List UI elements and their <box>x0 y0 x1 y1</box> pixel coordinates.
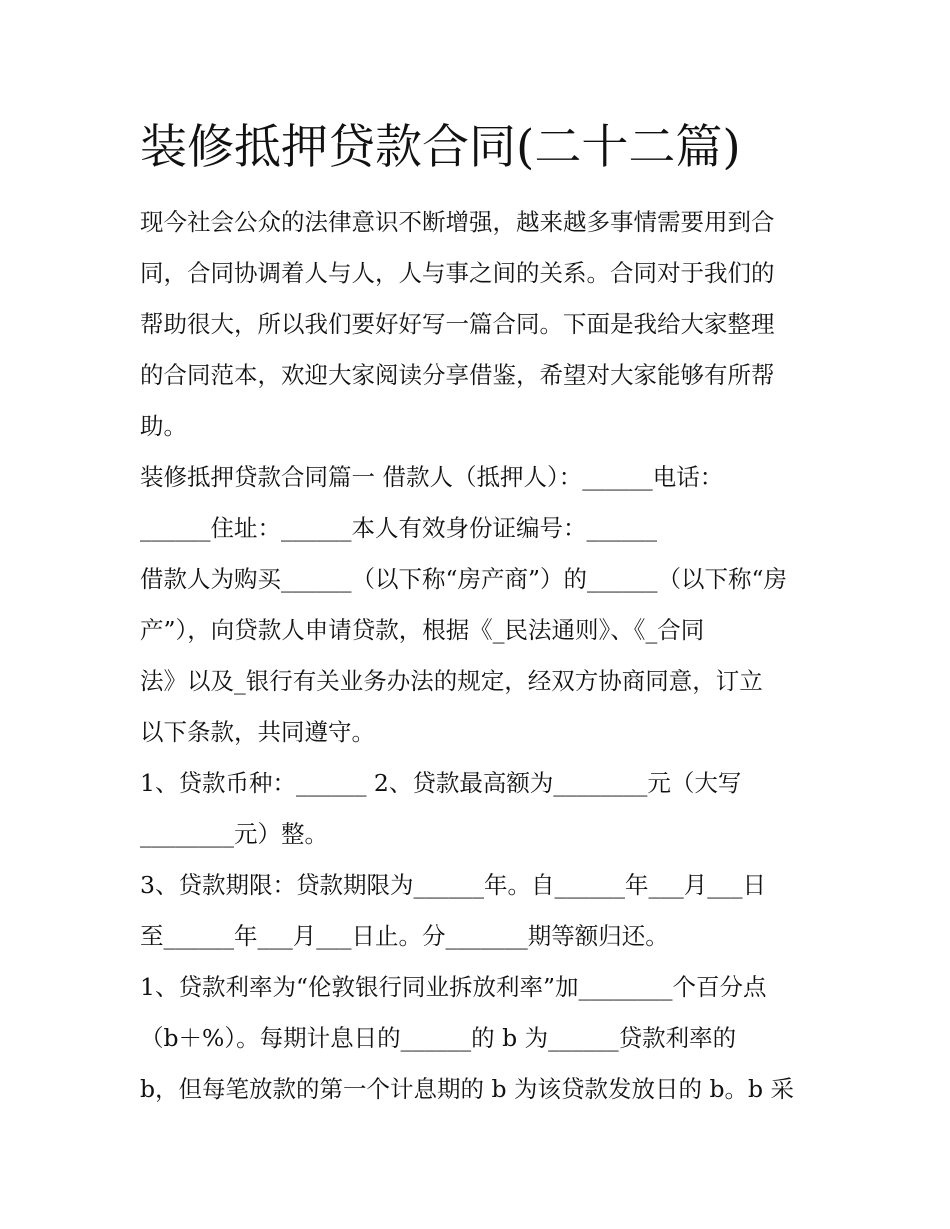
clause-amount-capital-line: ________元）整。 <box>140 820 328 848</box>
intro-line-1: 现今社会公众的法律意识不断增强，越来越多事情需要用到合 <box>140 208 775 236</box>
intro-line-5: 助。 <box>140 412 187 440</box>
intro-line-2: 同，合同协调着人与人，人与事之间的关系。合同对于我们的 <box>140 259 775 287</box>
intro-line-4: 的合同范本，欢迎大家阅读分享借鉴，希望对大家能够有所帮 <box>140 361 775 389</box>
document-title: 装修抵押贷款合同(二十二篇) <box>140 120 741 175</box>
contract-body-line-1: 借款人为购买______（以下称“房产商”）的______（以下称“房 <box>140 565 788 593</box>
clause-rate-line-1: 1、贷款利率为“伦敦银行同业拆放利率”加________个百分点 <box>140 973 767 1001</box>
clause-currency-amount-line: 1、贷款币种：______ 2、贷款最高额为________元（大写 <box>140 769 742 797</box>
clause-rate-line-3: b，但每笔放款的第一个计息期的 b 为该贷款发放日的 b。b 采 <box>140 1075 795 1103</box>
clause-term-line-1: 3、贷款期限：贷款期限为______年。自______年___月___日 <box>140 871 766 899</box>
intro-line-3: 帮助很大，所以我们要好好写一篇合同。下面是我给大家整理 <box>140 310 775 338</box>
contract-heading-line: 装修抵押贷款合同篇一 借款人（抵押人）：______电话： <box>140 463 724 491</box>
clause-rate-line-2: （b＋%）。每期计息日的______的 b 为______贷款利率的 <box>140 1024 737 1052</box>
contract-body-line-3: 法》以及_银行有关业务办法的规定，经双方协商同意，订立 <box>140 667 763 695</box>
contract-body-line-4: 以下条款，共同遵守。 <box>140 718 375 746</box>
contract-body-line-2: 产”），向贷款人申请贷款，根据《_民法通则》、《_合同 <box>140 616 705 644</box>
clause-term-line-2: 至______年___月___日止。分_______期等额归还。 <box>140 922 669 950</box>
contract-party-line: ______住址：______本人有效身份证编号：______ <box>140 514 657 542</box>
